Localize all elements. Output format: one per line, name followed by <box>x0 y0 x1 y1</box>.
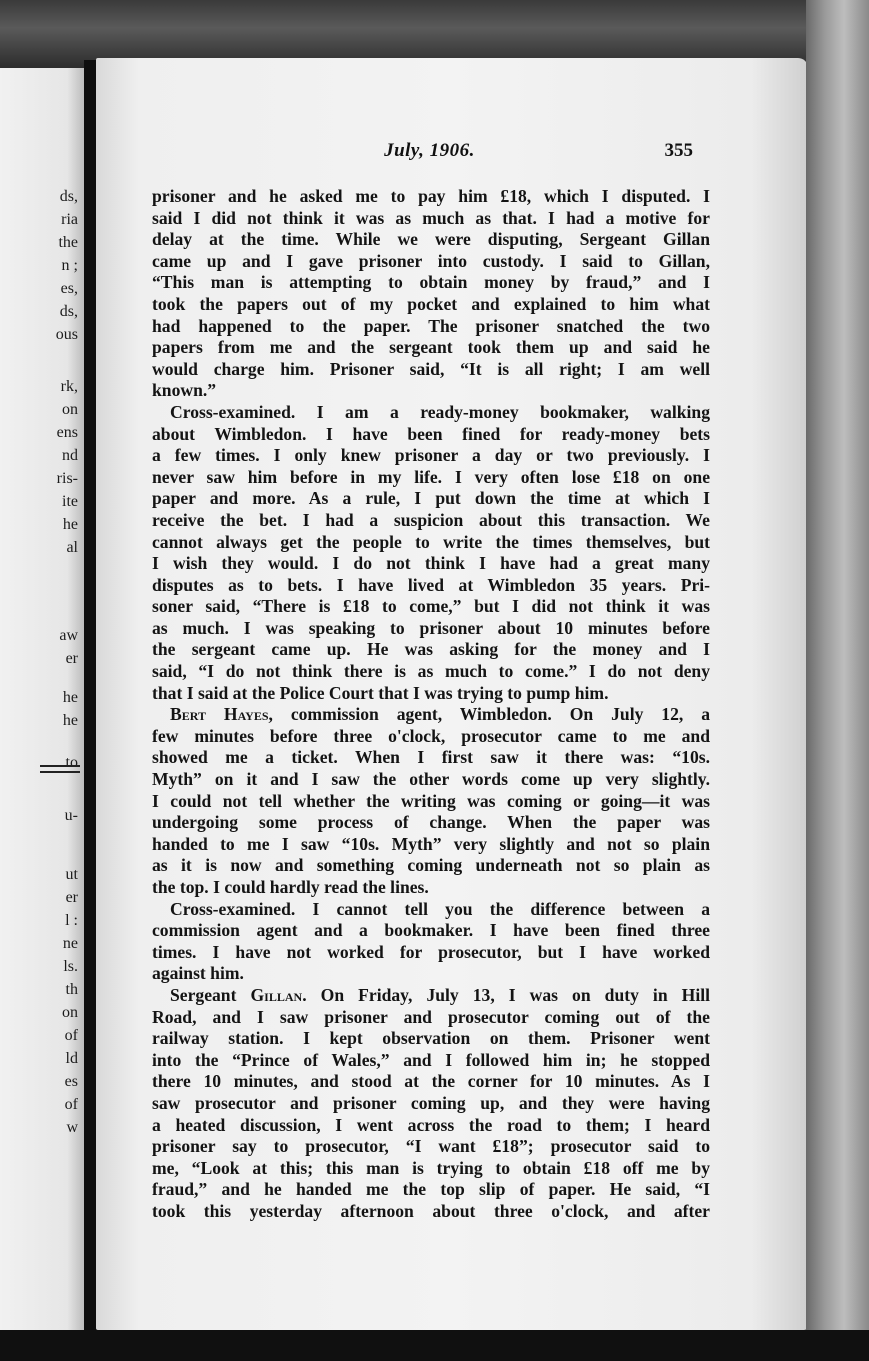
line-text: the sergeant came up. He was asking for the money and I <box>152 639 710 660</box>
text-line <box>152 1201 710 1223</box>
line-text: papers from me and the sergeant took them up and said he <box>152 337 710 358</box>
line-text: receive the bet. I had a suspicion about this transaction. We <box>152 509 710 530</box>
line-text: few minutes before three o'clock, prosecutor came to me and <box>152 725 710 746</box>
line-text: said, “I do not think there is as much to come.” I do not deny <box>152 661 710 682</box>
text-line <box>152 337 710 359</box>
text-line <box>152 251 710 273</box>
facing-page-fragment: w <box>66 1119 78 1136</box>
line-text: that I said at the Police Court that I was trying to pump him. <box>152 682 609 703</box>
text-line <box>152 1179 710 1201</box>
line-text: as it is now and something coming underneath not so plain as <box>152 855 710 876</box>
facing-page-fragment: ds, <box>59 188 78 205</box>
line-text: as much. I was speaking to prisoner about 10 minutes before <box>152 617 710 638</box>
facing-page-fragment: ria <box>61 211 78 228</box>
body-text <box>152 186 710 1223</box>
text-line <box>152 942 710 964</box>
line-text: , commission agent, Wimbledon. On July 12, a <box>268 704 710 725</box>
line-text: railway station. I kept observation on them. Prisoner went <box>152 1028 710 1049</box>
text-line <box>152 877 710 899</box>
text-line <box>152 618 710 640</box>
facing-page-fragment: ous <box>55 326 78 343</box>
text-line <box>152 1028 710 1050</box>
facing-page-fragment: ds, <box>59 303 78 320</box>
line-text: commission agent and a bookmaker. I have been fined three <box>152 920 710 941</box>
text-line <box>152 208 710 230</box>
text-line <box>152 553 710 575</box>
text-line <box>152 402 710 424</box>
text-line <box>152 488 710 510</box>
facing-page-fragment: u- <box>64 807 78 824</box>
facing-page-fragment: of <box>64 1027 78 1044</box>
facing-page-fragment: the <box>58 234 78 251</box>
text-line <box>152 791 710 813</box>
line-text: about Wimbledon. I have been fined for ready-money bets <box>152 423 710 444</box>
line-text: took the papers out of my pocket and explained to him what <box>152 293 710 314</box>
facing-page-fragment: ne <box>62 935 78 952</box>
line-text: known.” <box>152 380 217 401</box>
text-line <box>152 1093 710 1115</box>
facing-page-fragment: ens <box>56 424 78 441</box>
line-text: would charge him. Prisoner said, “It is all right; I am well <box>152 358 710 379</box>
text-line <box>152 575 710 597</box>
facing-page-fragment: ris- <box>56 470 78 487</box>
line-text: saw prosecutor and prisoner coming up, and they were having <box>152 1092 710 1113</box>
text-line <box>152 726 710 748</box>
facing-page-fragment: to <box>65 754 78 771</box>
line-text: Cross-examined. I cannot tell you the difference between a <box>170 898 710 919</box>
facing-page-fragment: on <box>62 401 78 418</box>
page-stack-edge <box>806 0 869 1361</box>
text-line <box>152 747 710 769</box>
facing-page-edge <box>0 68 84 1330</box>
line-text: showed me a ticket. When I first saw it there was: “10s. <box>152 747 710 768</box>
line-text: against him. <box>152 963 244 984</box>
line-text: there 10 minutes, and stood at the corner for 10 minutes. As I <box>152 1071 710 1092</box>
line-text: took this yesterday afternoon about three o'clock, and after <box>152 1200 710 1221</box>
scan-background-bottom <box>0 1330 869 1361</box>
line-text: Cross-examined. I am a ready-money bookmaker, walking <box>170 401 710 422</box>
speaker-name: Bert Hayes <box>170 704 269 725</box>
line-text: had happened to the paper. The prisoner snatched the two <box>152 315 710 336</box>
line-text: cannot always get the people to write the times themselves, but <box>152 531 710 552</box>
facing-page-fragment: al <box>66 539 78 556</box>
text-line <box>152 229 710 251</box>
facing-page-fragment: ld <box>65 1050 78 1067</box>
text-line <box>152 683 710 705</box>
facing-page-fragment: rk, <box>60 378 78 395</box>
line-text: I could not tell whether the writing was coming or going—it was <box>152 790 710 811</box>
facing-page-fragment: es <box>64 1073 78 1090</box>
text-line <box>152 596 710 618</box>
text-line <box>152 639 710 661</box>
text-line <box>152 1115 710 1137</box>
line-prefix: Sergeant <box>170 984 251 1005</box>
facing-page-fragment: he <box>62 516 78 533</box>
text-line <box>152 380 710 402</box>
line-text: undergoing some process of change. When the paper was <box>152 812 710 833</box>
line-text: soner said, “There is £18 to come,” but I did not think it was <box>152 596 710 617</box>
line-text: “This man is attempting to obtain money by fraud,” and I <box>152 272 710 293</box>
text-line <box>152 812 710 834</box>
line-text: . On Friday, July 13, I was on duty in Hill <box>302 984 710 1005</box>
line-text: a few times. I only knew prisoner a day or two previously. I <box>152 445 710 466</box>
facing-page-fragment: th <box>65 981 78 998</box>
text-line <box>152 316 710 338</box>
line-text: Road, and I saw prisoner and prosecutor coming out of the <box>152 1006 710 1027</box>
speaker-name: Gillan <box>250 984 303 1005</box>
line-text: times. I have not worked for prosecutor, but I have worked <box>152 941 710 962</box>
facing-page-fragment: n ; <box>61 257 78 274</box>
text-line <box>152 1007 710 1029</box>
text-line <box>152 899 710 921</box>
facing-page-rule <box>40 771 80 773</box>
line-text: into the “Prince of Wales,” and I followed him in; he stopped <box>152 1049 710 1070</box>
facing-page-fragment: ite <box>62 493 78 510</box>
page-number: 355 <box>664 140 693 161</box>
text-line <box>152 510 710 532</box>
text-line <box>152 445 710 467</box>
line-text: came up and I gave prisoner into custody. I said to Gillan, <box>152 250 710 271</box>
text-line <box>152 186 710 208</box>
text-line <box>152 1050 710 1072</box>
text-line <box>152 661 710 683</box>
line-text: fraud,” and he handed me the top slip of paper. He said, “I <box>152 1179 710 1200</box>
text-line <box>152 834 710 856</box>
facing-page-fragment: of <box>64 1096 78 1113</box>
facing-page-fragment: er <box>65 889 78 906</box>
line-text: paper and more. As a rule, I put down the time at which I <box>152 488 710 509</box>
facing-page-rule <box>40 765 80 767</box>
facing-page-fragment: l : <box>65 912 78 929</box>
line-text: a heated discussion, I went across the road to them; I heard <box>152 1114 710 1135</box>
line-text: never saw him before in my life. I very often lose £18 on one <box>152 466 710 487</box>
text-line <box>152 532 710 554</box>
line-text: me, “Look at this; this man is trying to obtain £18 off me by <box>152 1157 710 1178</box>
line-text: said I did not think it was as much as that. I had a motive for <box>152 207 710 228</box>
line-text: Myth” on it and I saw the other words come up very slightly. <box>152 769 710 790</box>
line-text: the top. I could hardly read the lines. <box>152 877 429 897</box>
line-text: prisoner and he asked me to pay him £18, which I disputed. I <box>152 186 710 206</box>
text-line <box>152 294 710 316</box>
facing-page-fragment: he <box>62 712 78 729</box>
text-line <box>152 424 710 446</box>
text-line <box>152 985 710 1007</box>
line-text: disputes as to bets. I have lived at Wimbledon 35 years. Pri- <box>152 574 710 595</box>
facing-page-fragment: ut <box>65 866 78 883</box>
facing-page-fragment: ls. <box>63 958 78 975</box>
facing-page-fragment: nd <box>62 447 78 464</box>
running-head: July, 1906. <box>384 140 475 161</box>
text-line <box>152 855 710 877</box>
line-text: delay at the time. While we were disputing, Sergeant Gillan <box>152 229 710 250</box>
page-header <box>152 140 707 166</box>
text-line <box>152 769 710 791</box>
line-text: handed to me I saw “10s. Myth” very slightly and not so plain <box>152 833 710 854</box>
text-line <box>152 704 710 726</box>
text-line <box>152 467 710 489</box>
text-line <box>152 1071 710 1093</box>
text-line <box>152 1158 710 1180</box>
text-line <box>152 920 710 942</box>
facing-page-fragment: er <box>65 650 78 667</box>
text-line <box>152 1136 710 1158</box>
line-text: I wish they would. I do not think I have had a great many <box>152 553 710 574</box>
facing-page-fragment: aw <box>59 627 78 644</box>
line-text: prisoner say to prosecutor, “I want £18”; prosecutor said to <box>152 1136 710 1157</box>
text-line <box>152 963 710 985</box>
text-line <box>152 272 710 294</box>
facing-page-fragment: es, <box>60 280 78 297</box>
facing-page-fragment: he <box>62 689 78 706</box>
facing-page-fragment: on <box>62 1004 78 1021</box>
text-line <box>152 359 710 381</box>
